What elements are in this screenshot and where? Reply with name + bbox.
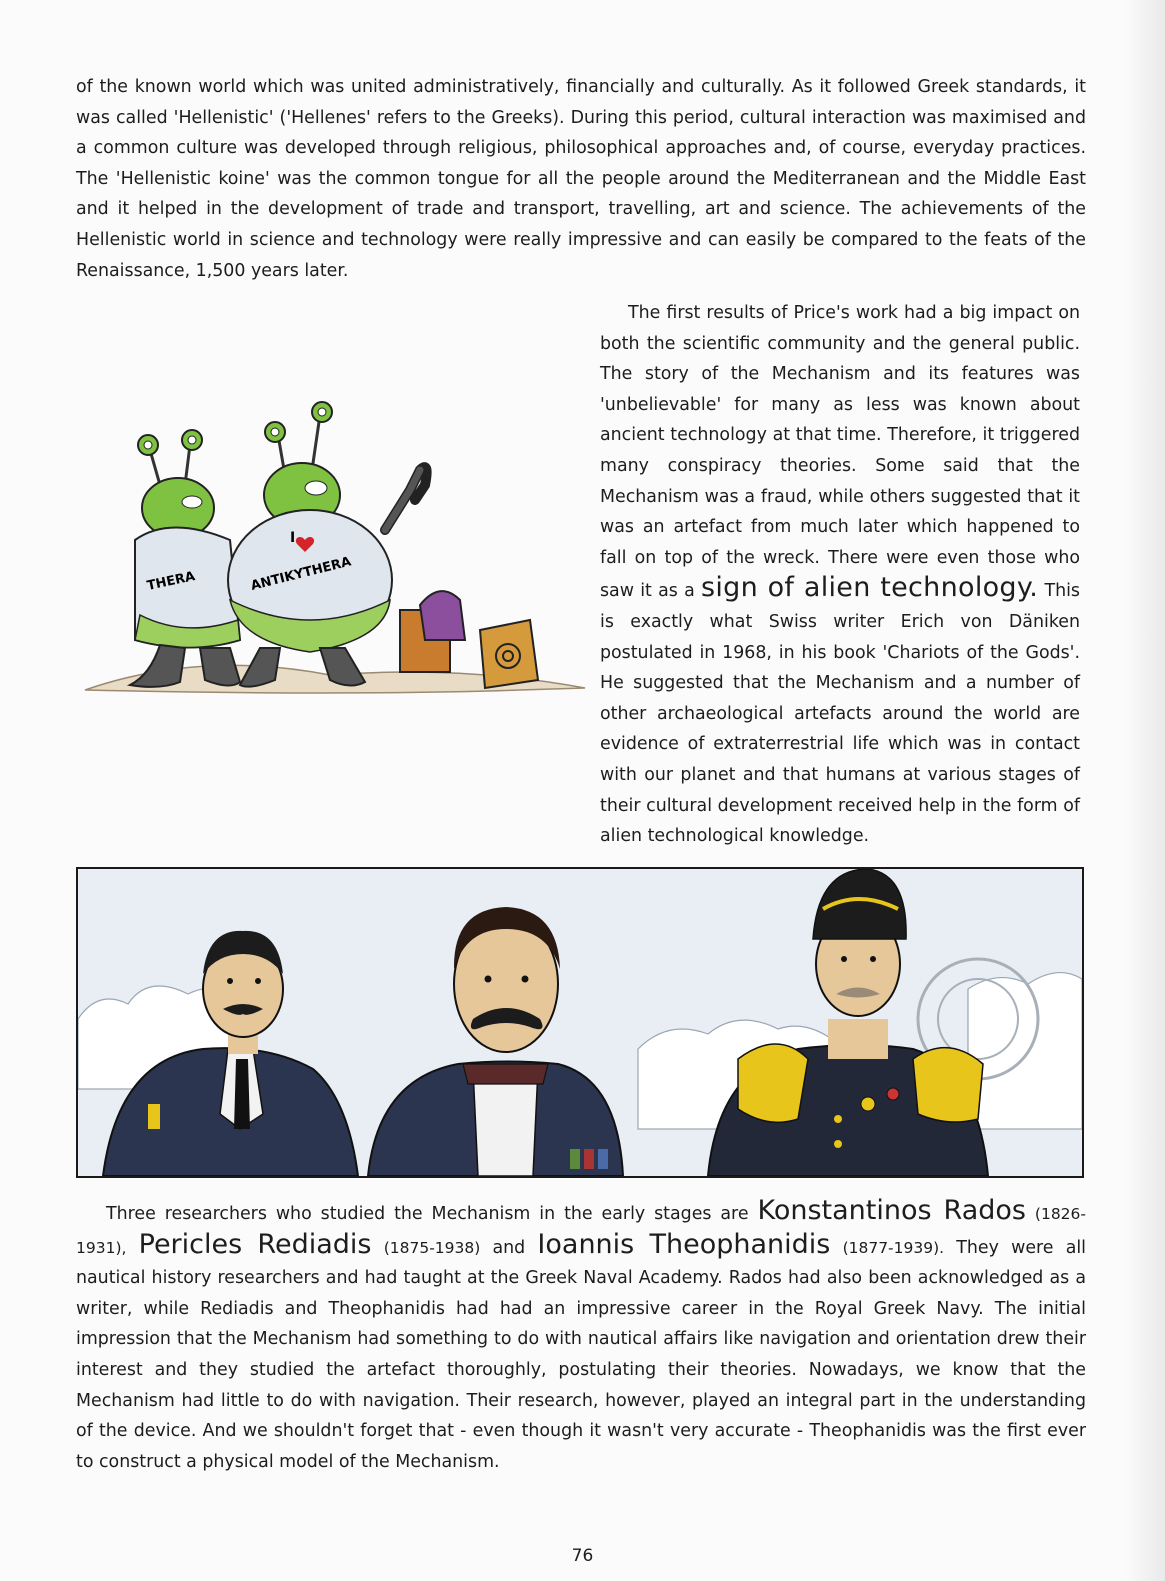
name-theophanidis: Ioannis Theophanidis [537,1228,831,1260]
years-rediadis: (1875-1938) [383,1238,481,1257]
shirt-right-text: ANTIKYTHERA [249,554,353,594]
caption-paragraph [76,1196,1086,1477]
shirt-left-text: THERA [145,569,197,594]
years-theophanidis: (1877-1939). [842,1238,945,1257]
page-number: 76 [571,1546,594,1566]
caption-text-1: Three researchers who studied the Mechanism in the early stages are [106,1204,758,1224]
right-alien-figure [228,402,427,687]
intro-paragraph [76,72,1086,286]
researchers-comic-panel [76,867,1084,1178]
intro-text: of the known world which was united administratively, financially and culturally. As it followed Greek standards, it was called 'Hellenistic' ('Hellenes' refers to the Greeks). During this period, cultural interaction was maximised and a common culture was developed through religious, philosophical approaches and, of course, everyday practices. The 'Hellenistic koine' was the common tongue for all the people around the Mediterranean and the Middle East and it helped in the development of trade and transport, travelling, art and science. The achievements of the Hellenistic world in science and technology were really impressive and can easily be compared to the feats of the Renaissance, 1,500 years later. [76,77,1086,281]
side-text [600,298,1080,852]
side-paragraph [600,298,1080,852]
caption-text-3: They were all nautical history researchers and had taught at the Greek Naval Academy. Rados had also been acknowledged as a writer, while Rediadis and Theophanidis had had an impressive career in the Royal Greek Navy. The initial impression that the Mechanism had something to do with nautical affairs like navigation and orientation drew their interest and they studied the artefact thoroughly, postulating their theories. Nowadays, we know that the Mechanism had little to do with navigation. Their research, however, played an integral part in the understanding of the device. And we shouldn't forget that - even though it wasn't very accurate - Theophanidis was the first ever to construct a physical model of the Mechanism. [76,1237,1087,1472]
side-text-before: The first results of Price's work had a big impact on both the scientific community and the general public. The story of the Mechanism and its features was 'unbelievable' for many as less was known about ancient technology at that time. Therefore, it triggered many conspiracy theories. Some said that the Mechanism was a fraud, while others suggested that it was an artefact from much later which happened to fall on top of the wreck. There were even those who saw it as a [600,303,1080,602]
shirt-right-i: I [290,530,296,546]
years-rados: (1826-1931), [76,1205,1086,1257]
left-alien-figure [130,430,240,687]
name-rediadis: Pericles Rediadis [138,1228,372,1260]
alien-illustration [80,390,590,720]
side-text-highlight: sign of alien technology. [700,572,1039,604]
side-text-after: This is exactly what Swiss writer Erich von Däniken postulated in 1968, in his book 'Chariots of the Gods'. He suggested that the Mechanism and a number of other archaeological artefacts around the world are evidence of extraterrestrial life which was in contact with our planet and that humans at various stages of their cultural development received help in the form of alien technological knowledge. [600,581,1080,847]
name-rados: Konstantinos Rados [757,1195,1026,1226]
page-edge-shadow [1125,0,1165,1581]
caption-text-2: and [480,1237,538,1258]
caption-text [76,1196,1086,1477]
